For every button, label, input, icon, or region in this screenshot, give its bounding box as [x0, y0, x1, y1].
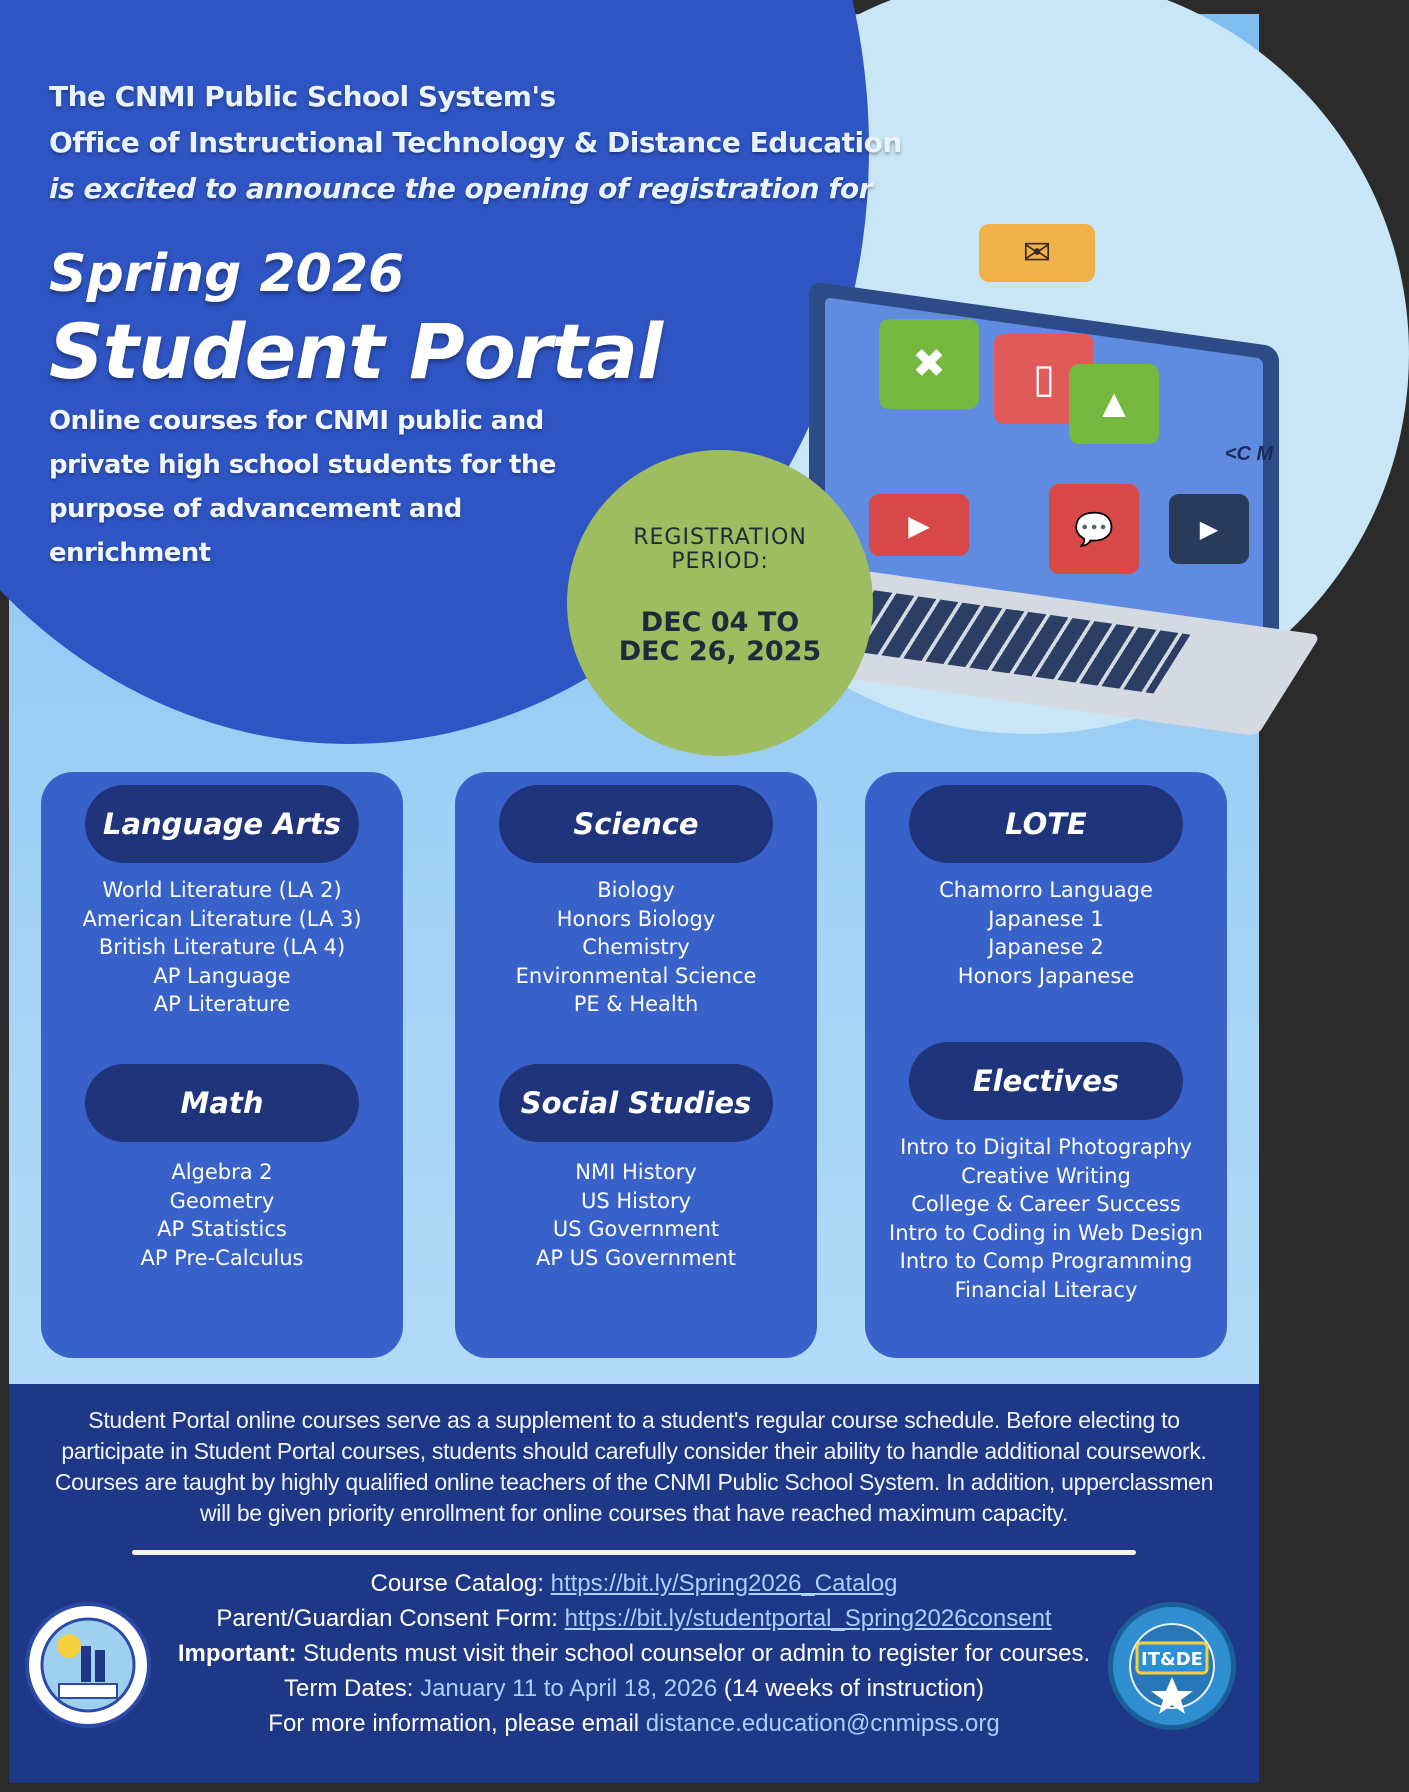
course-item: College & Career Success [911, 1192, 1181, 1216]
course-list-social-studies [455, 1158, 817, 1272]
folder-mail-icon: ✉ [979, 224, 1095, 282]
document-icon: ▯ [994, 334, 1094, 424]
contact-email-link[interactable]: distance.education@cnmipss.org [645, 1710, 1000, 1737]
tools-icon: ✖ [879, 319, 979, 409]
code-text: <C M [1224, 442, 1274, 465]
registration-dates-line-1: DEC 04 TO [640, 607, 800, 638]
consent-label: Parent/Guardian Consent Form: [216, 1605, 558, 1632]
catalog-line [9, 1566, 1259, 1601]
course-item: AP Statistics [157, 1217, 287, 1241]
contact-label: For more information, please email [268, 1710, 640, 1737]
course-item: World Literature (LA 2) [102, 878, 342, 902]
course-item: US Government [552, 1217, 720, 1241]
term-note: (14 weeks of instruction) [723, 1675, 984, 1702]
term-label: Term Dates: [284, 1675, 414, 1702]
course-item: Intro to Coding in Web Design [889, 1220, 1203, 1245]
registration-badge [567, 450, 873, 756]
header-line-1: The CNMI Public School System's [49, 80, 556, 113]
picture-icon: ▲ [1069, 364, 1159, 444]
course-item: Chemistry [582, 935, 690, 959]
course-card-left [41, 772, 403, 1358]
course-item: Honors Biology [556, 906, 716, 931]
contact-info [9, 1566, 1259, 1741]
term-dates: January 11 to April 18, 2026 [420, 1675, 718, 1702]
footer [9, 1384, 1259, 1783]
consent-link[interactable]: https://bit.ly/studentportal_Spring2026consent [564, 1605, 1052, 1632]
season-title: Spring 2026 [49, 244, 405, 304]
course-item: AP Pre-Calculus [140, 1245, 304, 1270]
course-item: NMI History [575, 1160, 697, 1184]
course-item: Japanese 2 [988, 935, 1104, 959]
course-list-language-arts [41, 876, 403, 1019]
course-item: British Literature (LA 4) [98, 935, 346, 959]
course-item: Intro to Digital Photography [900, 1135, 1192, 1159]
course-item: Honors Japanese [957, 963, 1135, 988]
play-video-icon: ▶ [869, 494, 969, 556]
header-line-2: Office of Instructional Technology & Distance Education [49, 126, 902, 159]
course-list-electives [865, 1133, 1227, 1304]
term-line [9, 1671, 1259, 1706]
course-item: Chamorro Language [939, 878, 1153, 902]
course-item: AP US Government [535, 1245, 737, 1270]
course-item: Intro to Comp Programming [899, 1249, 1193, 1273]
course-item: Algebra 2 [171, 1160, 273, 1184]
category-language-arts: Language Arts [85, 785, 359, 863]
course-item: AP Literature [153, 992, 291, 1016]
registration-dates [567, 608, 873, 666]
category-science: Science [499, 785, 773, 863]
course-card-right [865, 772, 1227, 1358]
disclaimer-text: Student Portal online courses serve as a supplement to a student's regular course schedule. Before electing to participate in Student Portal courses, students should carefully consider their ability to handle additional coursework. Courses are taught by highly qualified online teachers of the CNMI Public School System. In addition, upperclassmen will be given priority enrollment for online courses that have reached maximum capacity. [54, 1407, 1214, 1526]
category-lote: LOTE [909, 785, 1183, 863]
course-item: US History [580, 1188, 692, 1213]
course-item: Geometry [169, 1188, 275, 1213]
media-play-icon: ▶ [1169, 494, 1249, 564]
consent-line [9, 1601, 1259, 1636]
contact-line [9, 1706, 1259, 1741]
divider [132, 1550, 1136, 1555]
course-item: Japanese 1 [988, 906, 1104, 931]
page-title: Student Portal [49, 307, 663, 396]
itde-seal-graphic [1113, 1607, 1231, 1725]
registration-label: REGISTRATION PERIOD: [633, 525, 807, 574]
header-line-3: is excited to announce the opening of registration for [49, 172, 873, 205]
course-list-math [41, 1158, 403, 1272]
course-item: Biology [597, 878, 675, 902]
course-item: American Literature (LA 3) [82, 906, 362, 931]
course-item: PE & Health [573, 992, 699, 1016]
pss-seal-logo [25, 1602, 151, 1728]
course-item: Financial Literacy [954, 1277, 1138, 1302]
category-math: Math [85, 1064, 359, 1142]
course-item: Environmental Science [515, 963, 757, 988]
itde-seal-logo [1108, 1602, 1236, 1730]
catalog-label: Course Catalog: [370, 1570, 544, 1597]
chat-icon: 💬 [1049, 484, 1139, 574]
important-label: Important: [177, 1640, 297, 1667]
catalog-link[interactable]: https://bit.ly/Spring2026_Catalog [550, 1570, 898, 1597]
announcement-header [49, 74, 902, 212]
important-line [9, 1636, 1259, 1671]
course-item: Creative Writing [961, 1163, 1131, 1188]
category-electives: Electives [909, 1042, 1183, 1120]
subtitle: Online courses for CNMI public and private high school students for the purpose of advancement and enrichment [49, 406, 556, 568]
course-card-middle [455, 772, 817, 1358]
important-text: Students must visit their school counselor or admin to register for courses. [303, 1640, 1091, 1667]
course-list-science [455, 876, 817, 1019]
course-list-lote [865, 876, 1227, 990]
svg-text:IT&DE: IT&DE [1141, 1649, 1203, 1670]
category-social-studies: Social Studies [499, 1064, 773, 1142]
course-item: AP Language [153, 963, 291, 988]
pss-seal-graphic [29, 1606, 147, 1724]
flyer [9, 14, 1274, 1783]
registration-dates-line-2: DEC 26, 2025 [618, 636, 822, 667]
